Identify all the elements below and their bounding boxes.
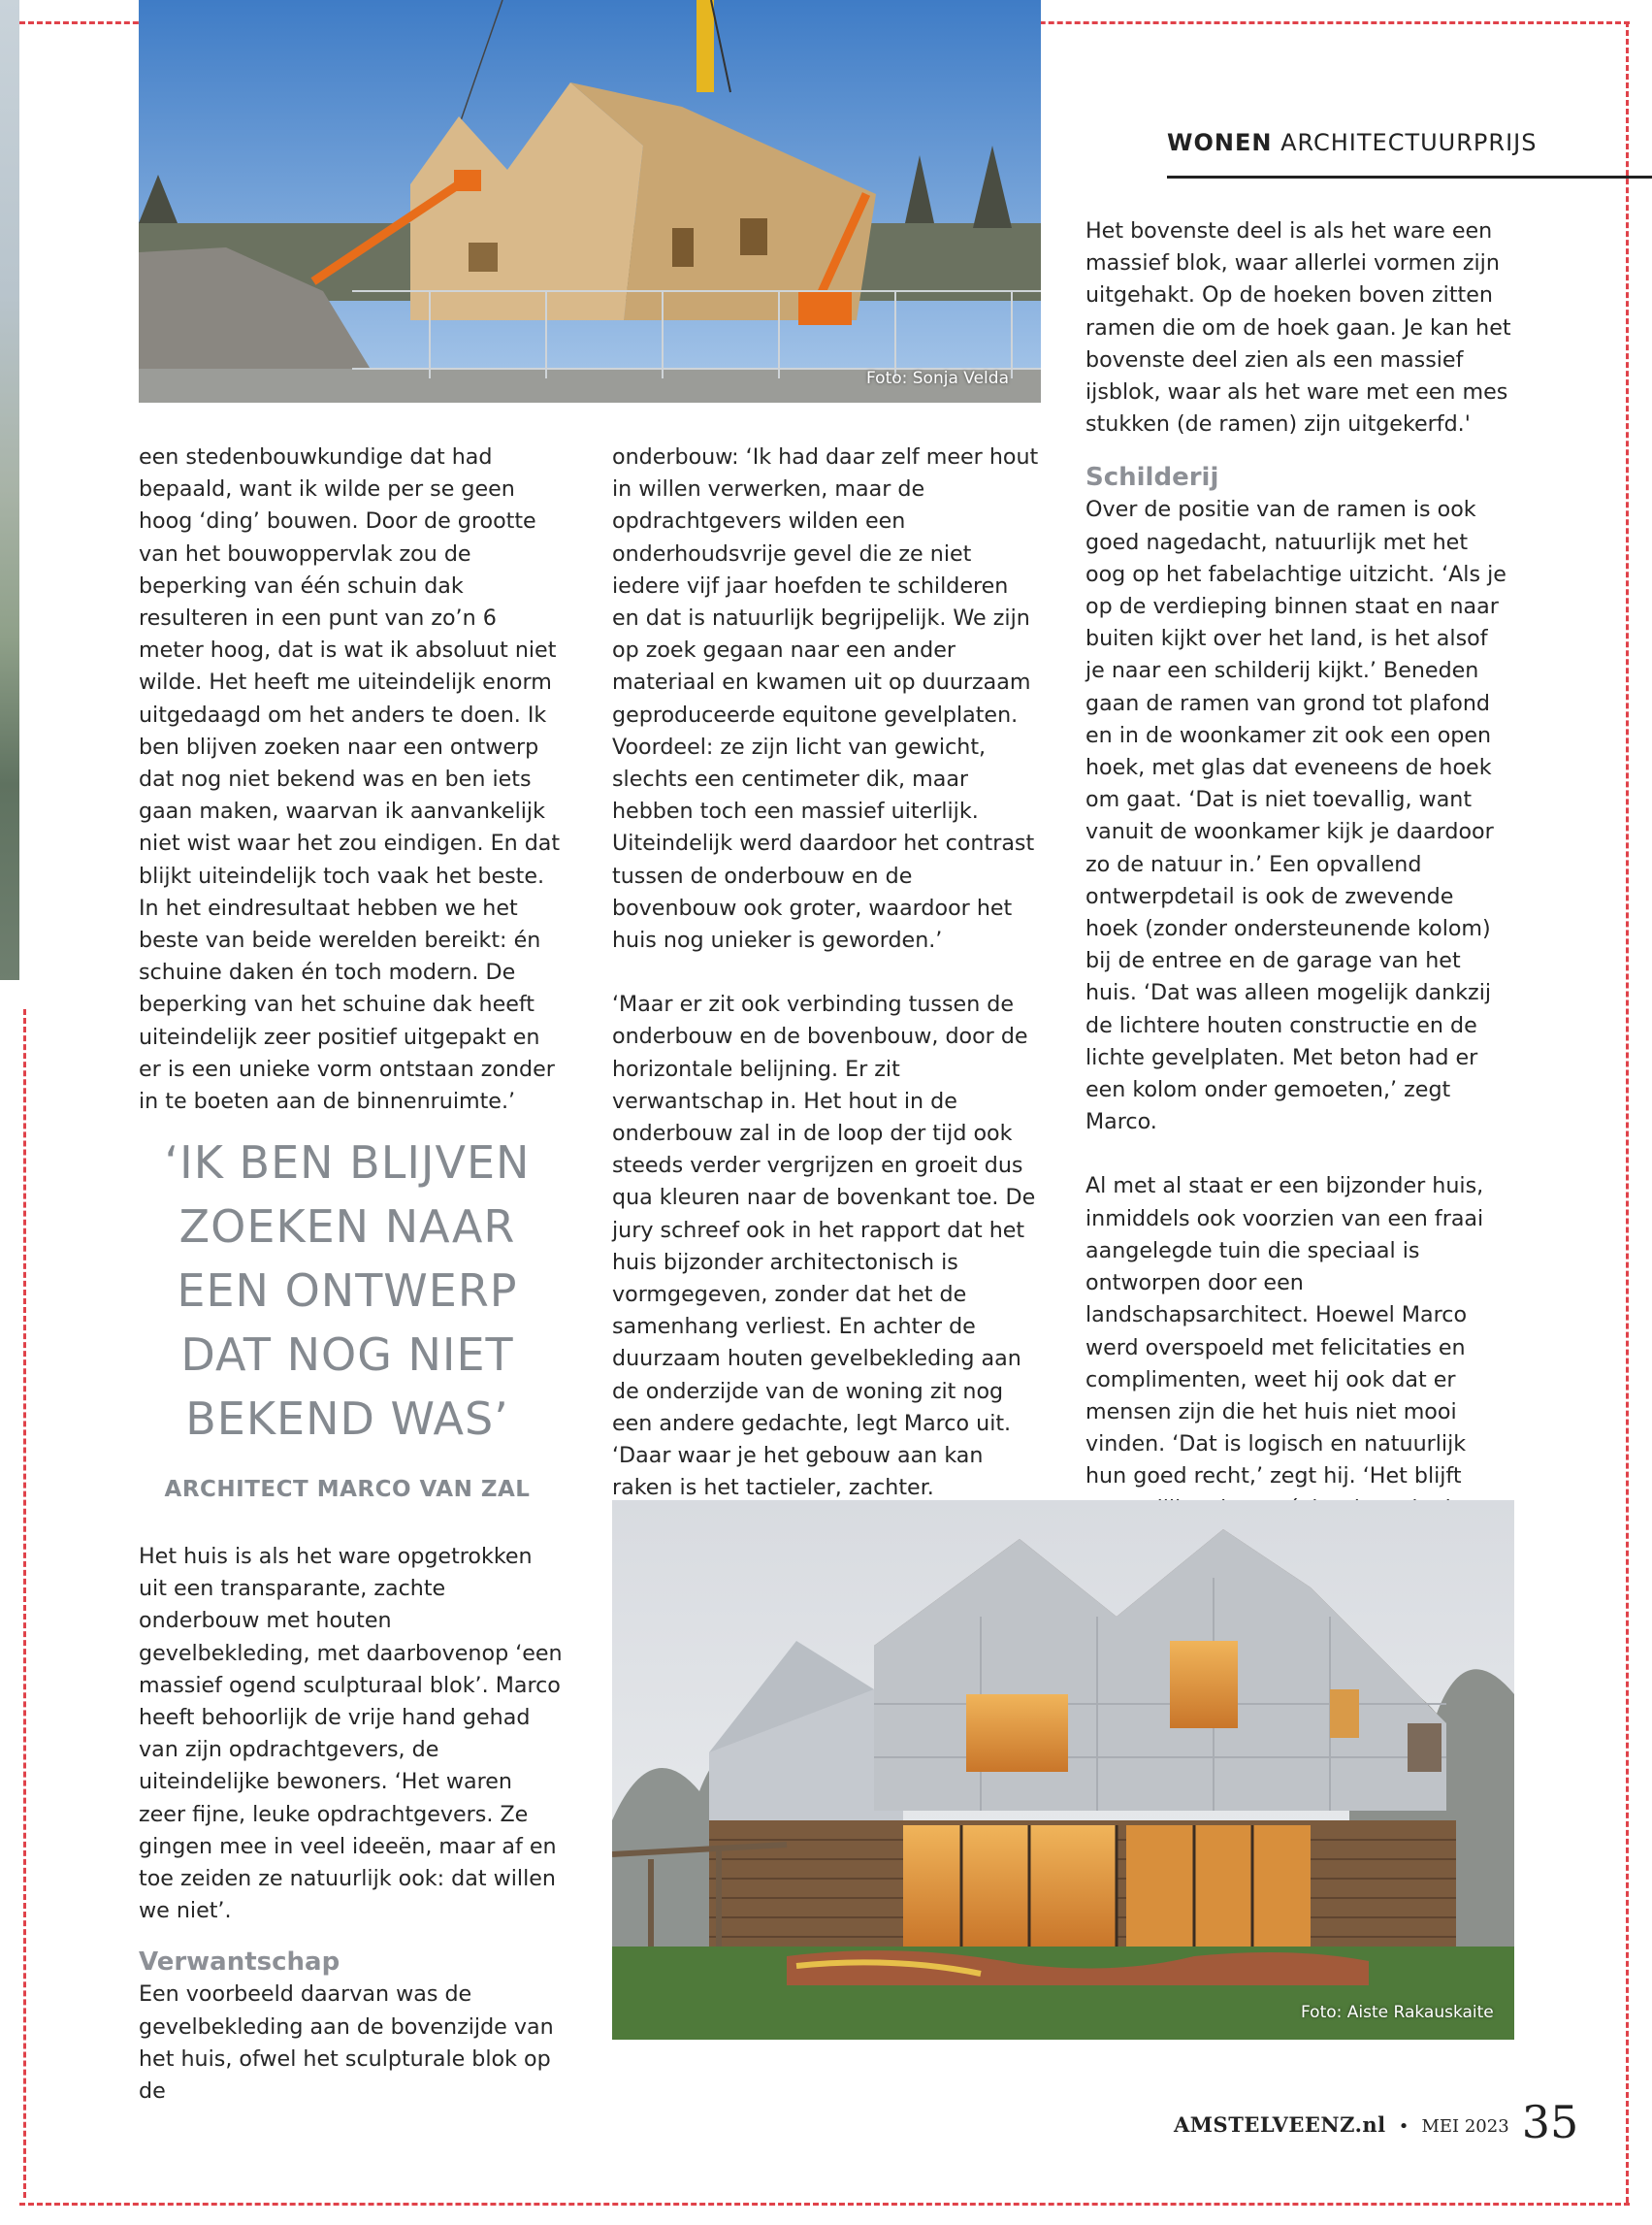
- column-2-paragraph-1: onderbouw: ‘Ik had daar zelf meer hout in willen verwerken, maar de opdrachtgevers wilden een onderhoudsvrije gevel die ze niet iedere vijf jaar hoefden te schilderen en dat is natuurlijk begrijpelijk. We zijn op zoek gegaan naar een ander materiaal en kwamen uit op duurzaam geproduceerde equitone gevelplaten. Voordeel: ze zijn licht van gewicht, slechts een centimeter dik, maar hebben toch een massief uiterlijk. Uiteindelijk werd daardoor het contrast tussen de onderbouw en de bovenbouw ook groter, waardoor het huis nog unieker is geworden.’: [612, 444, 1039, 954]
- construction-photo: [139, 0, 1041, 403]
- column-1-top: [139, 442, 566, 1118]
- column-2: [612, 442, 1039, 1505]
- finished-house-photo-caption: Foto: Aiste Rakauskaite: [1301, 2003, 1494, 2022]
- column-3-paragraph-1: Het bovenste deel is als het ware een massief blok, waar allerlei vormen zijn uitgehakt. Op de hoeken boven zitten ramen die om de hoek gaan. Je kan het bovenste deel zien als een massief ijsblok, waar als het ware met een mes stukken (de ramen) zijn uitgekerfd.': [1085, 218, 1511, 438]
- page-footer: [1174, 2096, 1578, 2148]
- finished-house-photo-image: [612, 1500, 1514, 2040]
- column-2-paragraph-2: ‘Maar er zit ook verbinding tussen de onderbouw en de bovenbouw, door de horizontale belijning. Er zit verwantschap in. Het hout in de onderbouw zal in de loop der tijd ook steeds verder vergrijzen en groeit dus qua kleuren naar de bovenkant toe. De jury schreef ook in het rapport dat het huis bijzonder architectonisch is vormgegeven, zonder dat het de samenhang verliest. En achter de duurzaam houten gevelbekleding aan de onderzijde van de woning zit nog een andere gedachte, legt Marco uit. ‘Daar waar je het gebouw aan kan raken is het tactieler, zachter.: [612, 992, 1036, 1501]
- column-1-paragraph-3: Een voorbeeld daarvan was de gevelbekleding aan de bovenzijde van het huis, ofwel het sculpturale blok op de: [139, 1981, 554, 2105]
- issue-date: MEI 2023: [1421, 2116, 1509, 2137]
- construction-photo-image: [139, 0, 1041, 403]
- section-header: [1167, 129, 1537, 156]
- column-1-bottom: [139, 1541, 566, 2108]
- finished-house-photo: [612, 1500, 1514, 2040]
- page-number: 35: [1521, 2096, 1579, 2148]
- pull-quote-author: ARCHITECT MARCO VAN ZAL: [164, 1477, 531, 1502]
- crop-line-right: [1626, 21, 1629, 2203]
- subhead-verwantschap: Verwantschap: [139, 1947, 340, 1978]
- column-3-paragraph-2: Over de positie van de ramen is ook goed nagedacht, natuurlijk met het oog op het fabelachtige uitzicht. ‘Als je op de verdieping binnen staat en naar buiten kijkt over het land, is het alsof je naar een schilderij kijkt.’ Beneden gaan de ramen van grond tot plafond en in de woonkamer zit ook een open hoek, met glas dat eveneens de hoek om gaat. ‘Dat is niet toevallig, want vanuit de woonkamer kijk je daardoor zo de natuur in.’ Een opvallend ontwerpdetail is ook de zwevende hoek (zonder ondersteunende kolom) bij de entree en de garage van het huis. ‘Dat was alleen mogelijk dankzij de lichtere houten constructie en de lichte gevelplaten. Met beton had er een kolom onder gemoeten,’ zegt Marco.: [1085, 497, 1506, 1135]
- crop-line-bottom: [19, 2203, 1630, 2206]
- section-header-rule: [1167, 176, 1652, 179]
- magazine-brand: AMSTELVEENZ.nl: [1174, 2112, 1386, 2137]
- column-1-paragraph-1: een stedenbouwkundige dat had bepaald, want ik wilde per se geen hoog ‘ding’ bouwen. Door de grootte van het bouwoppervlak zou de beperking van één schuin dak resulteren in een punt van zo’n 6 meter hoog, dat is wat ik absoluut niet wilde. Het heeft me uiteindelijk enorm uitgedaagd om het anders te doen. Ik ben blijven zoeken naar een ontwerp dat nog niet bekend was en ben iets gaan maken, waarvan ik aanvankelijk niet wist waar het zou eindigen. En dat blijkt uiteindelijk toch vaak het beste. In het eindresultaat hebben we het beste van beide werelden bereikt: én schuine daken én toch modern. De beperking van het schuine dak heeft uiteindelijk zeer positief uitgepakt en er is een unieke vorm ontstaan zonder in te boeten aan de binnenruimte.’: [139, 444, 561, 1115]
- column-1-paragraph-2: Het huis is als het ware opgetrokken uit een transparante, zachte onderbouw met houten gevelbekleding, met daarbovenop ‘een massief ogend sculpturaal blok’. Marco heeft behoorlijk de vrije hand gehad van zijn opdrachtgevers, de uiteindelijke bewoners. ‘Het waren zeer fijne, leuke opdrachtgevers. Ze gingen mee in veel ideeën, maar af en toe zeiden ze natuurlijk ook: dat willen we niet’.: [139, 1544, 563, 1924]
- previous-page-edge: [0, 0, 19, 980]
- column-3-paragraph-3: Al met al staat er een bijzonder huis, inmiddels ook voorzien van een fraai aangelegde tuin die speciaal is ontworpen door een landschapsarchitect. Hoewel Marco werd overspoeld met felicitaties en complimenten, weet hij ook dat er mensen zijn die het huis niet mooi vinden. ‘Dat is logisch en natuurlijk hun goed recht,’ zegt hij. ‘Het blijft: [1085, 1173, 1484, 1489]
- subhead-schilderij: Schilderij: [1085, 463, 1219, 493]
- section-header-rest: ARCHITECTUURPRIJS: [1280, 129, 1538, 156]
- column-3: [1085, 215, 1512, 1557]
- crop-line-left: [23, 1009, 26, 2198]
- section-header-bold: WONEN: [1167, 129, 1273, 156]
- footer-separator: •: [1398, 2116, 1409, 2137]
- pull-quote: ‘IK BEN BLIJVEN ZOEKEN NAAR EEN ONTWERP DAT NOG NIET BEKEND WAS’: [164, 1136, 531, 1445]
- construction-photo-caption: Foto: Sonja Velda: [866, 369, 1009, 388]
